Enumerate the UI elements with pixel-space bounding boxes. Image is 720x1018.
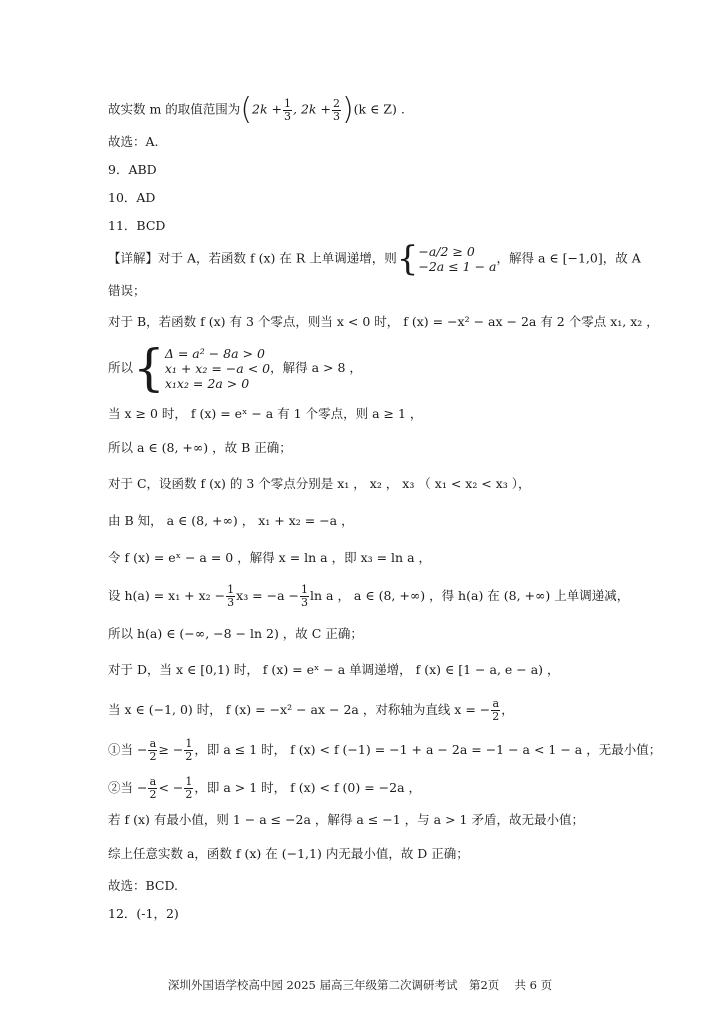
line-d-case2: ②当 − $\frac{a}{2}$ < − $\frac{1}{2}$ ，即 a > 1 时， f (x) < f (0) = −2a ，	[108, 775, 422, 801]
line-d-axis: 当 x ∈ (−1, 0) 时， f (x) = −x² − ax − 2a ，对称轴为直线 x = − $\frac{a}{2}$ ，	[108, 697, 514, 723]
line-c-solve: 令 f (x) = eˣ − a = 0 ，解得 x = ln a ，即 x₃ = ln a ，	[108, 550, 432, 565]
line-choose-a: 故选：A.	[108, 134, 159, 149]
line-detail-a: 【详解】对于 A，若函数 f (x) 在 R 上单调递增，则{ −a/2 ≥ 0 −2a ≤ 1 − a ，解得 a ∈ [−1,0]，故 A	[108, 239, 641, 279]
line-b-system: 所以{ Δ = a² − 8a > 0 x₁ + x₂ = −a < 0 x₁x₂ = 2a > 0 ，解得 a > 8 ，	[108, 339, 362, 397]
line-range-answer: 故实数 m 的取值范围为(2k + $\frac{1}{3}$ , 2k + $\frac{2}{3}$ )(k ∈ Z) .	[108, 92, 405, 127]
line-c-h: 设 h(a) = x₁ + x₂ − $\frac{1}{3}$ x₃ = −a − $\frac{1}{3}$ ln a ， a ∈ (8, +∞) ，得 h(a) 在 (8, +∞) 上单调递减，	[108, 583, 630, 609]
line-d-contradiction: 若 f (x) 有最小值，则 1 − a ≤ −2a ，解得 a ≤ −1 ，与 a > 1 矛盾，故无最小值；	[108, 812, 584, 827]
answer-10: 10．AD	[108, 190, 156, 205]
page-footer: 深圳外国语学校高中园 2025 届高三年级第二次调研考试 第2页 共 6 页	[167, 978, 553, 992]
answer-9: 9．ABD	[108, 162, 157, 177]
line-c-intro: 对于 C，设函数 f (x) 的 3 个零点分别是 x₁ ， x₂ ， x₃ （ x₁ < x₂ < x₃ ），	[108, 476, 531, 491]
line-choose-bcd: 故选：BCD.	[108, 878, 179, 893]
line-b-result: 所以 a ∈ (8, +∞) ，故 B 正确；	[108, 440, 292, 455]
line-b-intro: 对于 B，若函数 f (x) 有 3 个零点，则当 x < 0 时， f (x) = −x² − ax − 2a 有 2 个零点 x₁, x₂ ，	[108, 314, 659, 329]
line-d-intro: 对于 D，当 x ∈ [0,1) 时， f (x) = eˣ − a 单调递增， f (x) ∈ [1 − a, e − a) ，	[108, 662, 560, 677]
answer-12: 12．(-1，2)	[108, 906, 179, 921]
answer-11: 11．BCD	[108, 218, 166, 233]
line-d-result: 综上任意实数 a，函数 f (x) 在 (−1,1) 内无最小值，故 D 正确；	[108, 846, 469, 861]
line-d-case1: ①当 − $\frac{a}{2}$ ≥ − $\frac{1}{2}$ ，即 a ≤ 1 时， f (x) < f (−1) = −1 + a − 2a = −1 − a < 1 − a ，无最小值；	[108, 737, 662, 763]
line-b-x-nonneg: 当 x ≥ 0 时， f (x) = eˣ − a 有 1 个零点，则 a ≥ 1 ，	[108, 406, 423, 421]
line-c-result: 所以 h(a) ∈ (−∞, −8 − ln 2) ，故 C 正确；	[108, 626, 363, 641]
line-wrong: 错误；	[108, 283, 146, 298]
line-c-from-b: 由 B 知， a ∈ (8, +∞) ， x₁ + x₂ = −a ，	[108, 513, 354, 528]
